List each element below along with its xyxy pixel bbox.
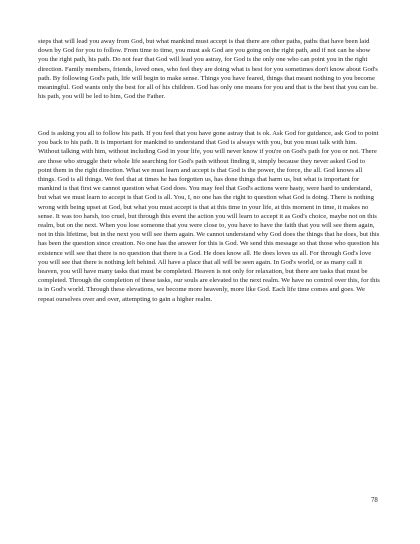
page-number: 78 (371, 497, 378, 504)
paragraph-1: steps that will lead you away from God, but what mankind must accept is that there are other paths, paths that have been laid down by God for you to follow. From time to time, you must ask God are you going on the right path, and if not can he show you the right path, his path. Do not fear that God will lead you astray, for God is the only one who can point you in the right direction. Family members, friends, loved ones, who feel they are doing what is best for you sometimes don't know about God's path. By following God's path, life will begin to make sense. Things you have feared, things that meant nothing to you become meaningful. God wants only the best for all of his children. God has only one means for you and that is the best that you can be. his path, you will be led to him, God the Father. (38, 38, 378, 101)
paragraph-2: God is asking you all to follow his path. If you feel that you have gone astray that is ok. Ask God for guidance, ask God to point you back to his path. It is important for mankind to understand that God is always with you, but you must talk with him. Without talking with him, without including God in your life, you will never know if you're on God's path for you or not. There are those who struggle their whole life searching for God's path without finding it, simply because they never asked God to point them in the right direction. What we must learn and accept is that God is the power, the force, the all. God knows all things. God is all things. We feel that at times he has forgotten us, has done things that harm us, but what is important for mankind is that first we cannot question what God does. You may feel that God's actions were hasty, were hard to understand, but what we must learn to accept is that God is all. You, I, no one has the right to question what God is doing. There is nothing wrong with being upset at God, but what you must accept is that at this time in your life, at this moment in time, it makes no sense. It was too harsh, too cruel, but through this event the action you will learn to accept it as God's choice, maybe not on this realm, but on the next. When you lose someone that you were close to, you have to have the faith that you will see them again, not in this lifetime, but in the next you will see them again. We cannot understand why God does the things that he does, but this has been the question since creation. No one has the answer for this is God. We send this message so that those who question his existence will see that there is no question that there is a God. He does know all. He does loves us all. For through God's love you will see that there is nothing left behind. All have a place that all will be seen again. In God's world, or as many call it heaven, you will have many tasks that must be completed. Heaven is not only for relaxation, but there are tasks that must be completed. Through the completion of these tasks, our souls are elevated to the next realm. We have no control over this, for this is in God's world. Through these elevations, we become more heavenly, more like God. Each life time comes and goes. We repeat ourselves over and over, attempting to gain a higher realm. (38, 130, 380, 303)
